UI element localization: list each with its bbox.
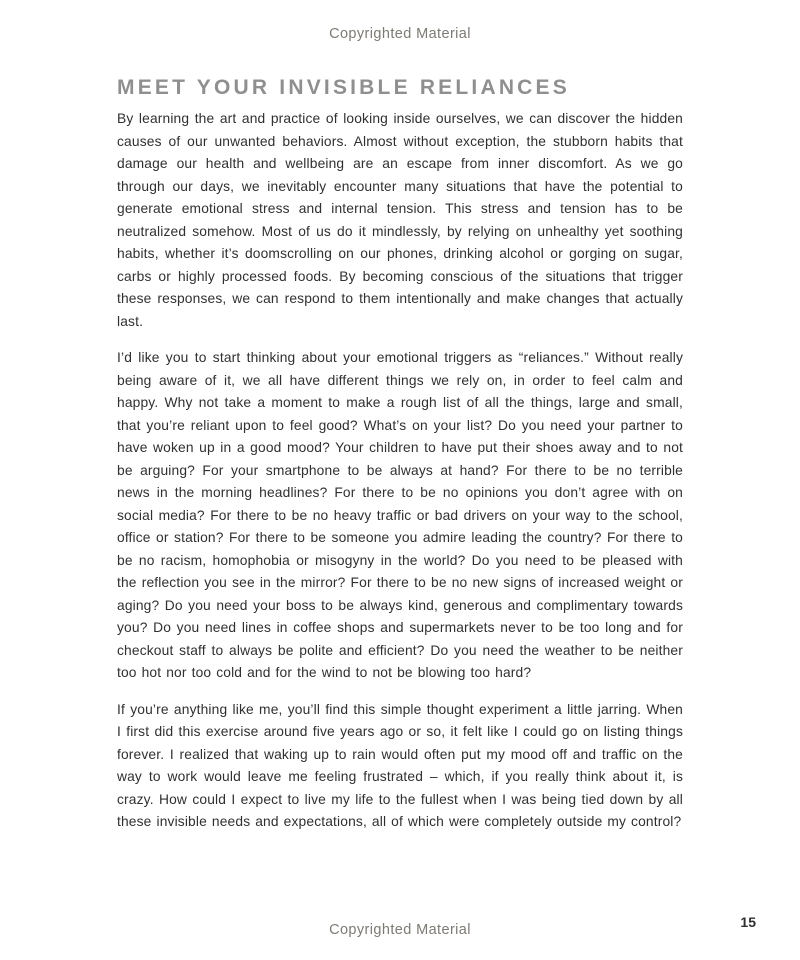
page-number: 15 xyxy=(740,914,756,930)
copyright-notice-top: Copyrighted Material xyxy=(329,26,471,42)
copyright-notice-bottom: Copyrighted Material xyxy=(329,922,471,938)
paragraph-1: By learning the art and practice of looking inside ourselves, we can discover the hidden causes of our unwanted behaviors. Almost without exception, the stubborn habits that damage our health and wellbeing are an escape from inner discomfort. As we go through our days, we inevitably encounter many situations that have the potential to generate emotional stress and internal tension. This stress and tension has to be neutralized somehow. Most of us do it mindlessly, by relying on unhealthy yet soothing habits, whether it’s doomscrolling on our phones, drinking alcohol or gorging on sugar, carbs or highly processed foods. By becoming conscious of the situations that trigger these responses, we can respond to them intentionally and make changes that actually last. xyxy=(117,111,683,329)
paragraph-2: I’d like you to start thinking about your emotional triggers as “reliances.” Without really being aware of it, we all have different things we rely on, in order to feel calm and happy. Why not take a moment to make a rough list of all the things, large and small, that you’re reliant upon to feel good? What’s on your list? Do you need your partner to have woken up in a good mood? Your children to have put their shoes away and to not be arguing? For your smartphone to be always at hand? For there to be no terrible news in the morning headlines? For there to be no opinions you don’t agree with on social media? For there to be no heavy traffic or bad drivers on your way to the school, office or station? For there to be someone you admire leading the country? For there to be no racism, homophobia or misogyny in the world? Do you need to be pleased with the reflection you see in the mirror? For there to be no new signs of increased weight or aging? Do you need your boss to be always kind, generous and complimentary towards you? Do you need lines in coffee shops and supermarkets never to be too long and for checkout staff to always be polite and efficient? Do you need the weather to be neither too hot nor too cold and for the wind to not be blowing too hard? xyxy=(117,350,683,680)
chapter-heading: MEET YOUR INVISIBLE RELIANCES xyxy=(117,76,570,100)
body-text xyxy=(117,108,683,848)
paragraph-3: If you’re anything like me, you’ll find this simple thought experiment a little jarring. When I first did this exercise around five years ago or so, it felt like I could go on listing things forever. I realized that waking up to rain would often put my mood off and traffic on the way to work would leave me feeling frustrated – which, if you really think about it, is crazy. How could I expect to live my life to the fullest when I was being tied down by all these invisible needs and expectations, all of which were completely outside my control? xyxy=(117,701,683,829)
